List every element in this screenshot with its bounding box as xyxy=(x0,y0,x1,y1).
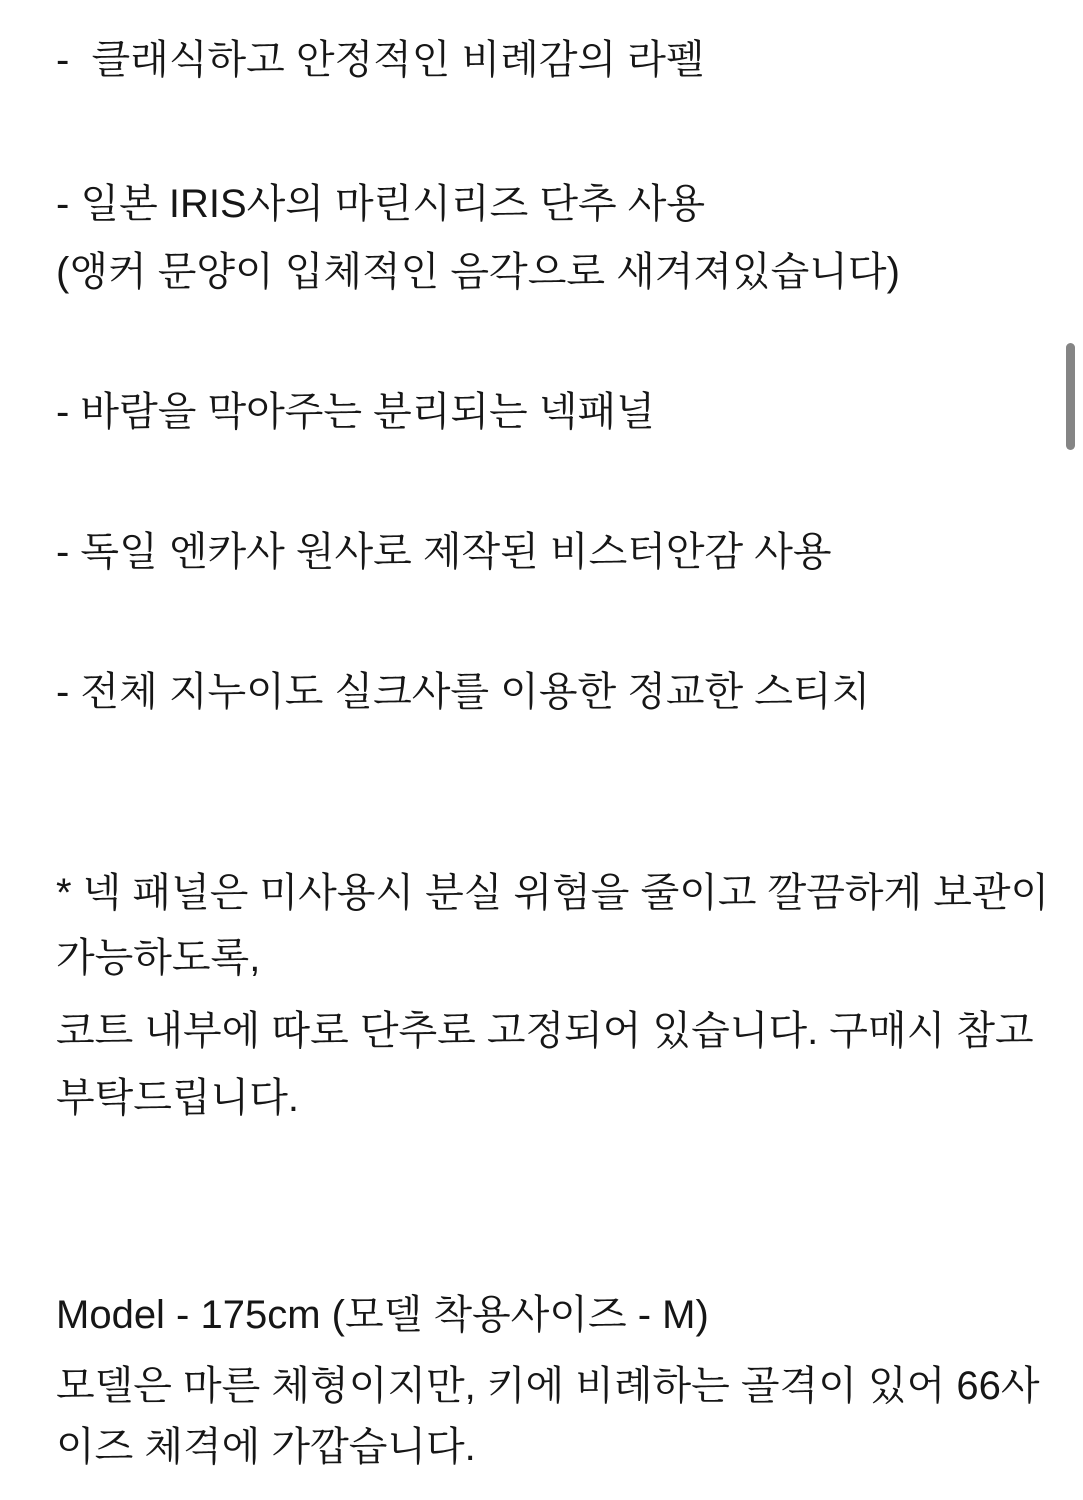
model-build-line-2: 이즈 체격에 가깝습니다. xyxy=(56,1425,476,1469)
neck-panel-note-line-4: 부탁드립니다. xyxy=(56,1076,299,1120)
neck-panel-note-line-1: * 넥 패널은 미사용시 분실 위험을 줄이고 깔끔하게 보관이 xyxy=(56,871,1050,915)
neck-panel-note-line-2: 가능하도록, xyxy=(56,936,261,980)
neck-panel-note-line-3: 코트 내부에 따로 단추로 고정되어 있습니다. 구매시 참고 xyxy=(56,1009,1034,1053)
bullet-iris-buttons: - 일본 IRIS사의 마린시리즈 단추 사용 xyxy=(56,182,705,226)
bullet-lining: - 독일 엔카사 원사로 제작된 비스터안감 사용 xyxy=(56,530,832,574)
bullet-stitch: - 전체 지누이도 실크사를 이용한 정교한 스티치 xyxy=(56,670,871,714)
bullet-iris-note: (앵커 문양이 입체적인 음각으로 새겨져있습니다) xyxy=(56,250,900,294)
model-size-info: Model - 175cm (모델 착용사이즈 - M) xyxy=(56,1293,709,1337)
bullet-neck-panel: - 바람을 막아주는 분리되는 넥패널 xyxy=(56,390,655,434)
bullet-lapel: - 클래식하고 안정적인 비례감의 라펠 xyxy=(56,38,705,82)
scrollbar-thumb[interactable] xyxy=(1066,343,1075,450)
model-build-line-1: 모델은 마른 체형이지만, 키에 비례하는 골격이 있어 66사 xyxy=(56,1364,1040,1408)
